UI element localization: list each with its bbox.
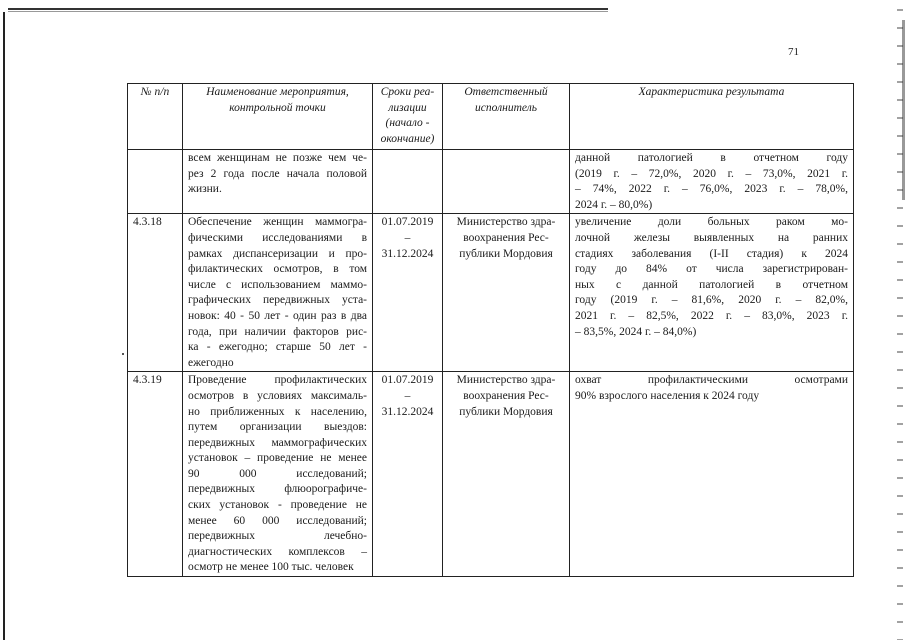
- header-line: (начало -: [385, 117, 430, 130]
- header-responsible: [443, 84, 570, 150]
- table-row: [128, 214, 854, 372]
- cell-line: Проведение профилактических: [188, 374, 367, 387]
- measure-name: [183, 214, 373, 372]
- table-header-row: [128, 84, 854, 150]
- cell-line: но приближенных к населению,: [188, 405, 367, 418]
- cell-line: рез 2 года после начала половой: [188, 167, 367, 180]
- header-line: Наименование мероприятия,: [206, 86, 349, 98]
- cell-line: 90 000 исследований;: [188, 467, 367, 480]
- cell-line: лочной железы выявленных на ранних: [575, 231, 848, 244]
- responsible-executor: [443, 214, 570, 372]
- measure-name: [183, 372, 373, 577]
- scan-dot: [122, 353, 124, 355]
- cell-line: 90% взрослого населения к 2024 году: [575, 389, 760, 402]
- cell-line: воохранения Рес-: [463, 389, 549, 402]
- cell-line: стадиях заболевания (I-II стадия) к 2024: [575, 247, 848, 260]
- cell-line: 2024 г. – 80,0%): [575, 198, 653, 211]
- cell-line: данной патологией в отчетном году: [575, 152, 848, 164]
- header-dates: [373, 84, 443, 150]
- implementation-dates: [373, 214, 443, 372]
- cell-line: воохранения Рес-: [463, 231, 549, 244]
- cell-line: Министерство здра-: [456, 374, 556, 387]
- result-description: [570, 214, 854, 372]
- measure-name: [183, 150, 373, 214]
- cell-line: передвижных лечебно-: [188, 530, 367, 543]
- cell-line: новок: 40 - 50 лет - один раз в два: [188, 309, 367, 322]
- top-rule-thin: [8, 11, 608, 12]
- cell-line: филактических осмотров, в том: [188, 263, 367, 276]
- header-measure-name: [183, 84, 373, 150]
- cell-line: году до 84% от числа зарегистрирован-: [575, 263, 848, 276]
- measures-table: [127, 83, 854, 577]
- header-line: лизации: [388, 101, 427, 114]
- cell-line: ских установок - проведение не: [188, 499, 367, 512]
- cell-line: осмотров в условиях максималь-: [188, 389, 367, 402]
- cell-line: 01.07.2019 –: [381, 374, 434, 402]
- row-number: 4.3.19: [128, 372, 183, 577]
- cell-line: Обеспечение женщин маммогра-: [188, 216, 367, 229]
- header-line: Сроки реа-: [380, 86, 435, 98]
- responsible-executor: [443, 150, 570, 214]
- cell-line: менее 60 000 исследований;: [188, 514, 367, 527]
- scan-left-edge: [3, 12, 5, 640]
- cell-line: 01.07.2019 –: [381, 216, 434, 244]
- cell-line: – 74%, 2022 г. – 76,0%, 2023 г. – 78,0%,: [575, 183, 848, 196]
- header-result: [570, 84, 854, 150]
- result-description: [570, 150, 854, 214]
- responsible-executor: [443, 372, 570, 577]
- cell-line: публики Мордовия: [459, 247, 553, 260]
- cell-line: путем организации выездов:: [188, 421, 367, 434]
- cell-line: Министерство здра-: [456, 216, 556, 229]
- cell-line: жизни.: [188, 183, 222, 196]
- cell-line: 2021 г. – 82,5%, 2022 г. – 83,0%, 2023 г.: [575, 309, 848, 322]
- cell-line: числе с использованием маммо-: [188, 278, 367, 291]
- cell-line: установок – проведение не менее: [188, 452, 367, 465]
- cell-line: графических передвижных уста-: [188, 294, 367, 307]
- cell-line: передвижных флюорографиче-: [188, 483, 367, 496]
- cell-line: 31.12.2024: [381, 247, 434, 260]
- cell-line: всем женщинам не позже чем че-: [188, 152, 367, 164]
- cell-line: передвижных маммографических: [188, 436, 367, 449]
- header-line: окончание): [380, 132, 435, 145]
- cell-line: публики Мордовия: [459, 405, 553, 418]
- cell-line: диагностических комплексов –: [188, 545, 367, 558]
- table-row: [128, 150, 854, 214]
- implementation-dates: [373, 372, 443, 577]
- result-description: [570, 372, 854, 577]
- header-line: № п/п: [140, 86, 170, 98]
- header-line: контрольной точки: [229, 101, 326, 114]
- cell-line: охват профилактическими осмотрами: [575, 374, 848, 387]
- cell-line: ежегодно: [188, 356, 234, 369]
- implementation-dates: [373, 150, 443, 214]
- header-number: [128, 84, 183, 150]
- cell-line: рамках диспансеризации и про-: [188, 247, 367, 260]
- cell-line: – 83,5%, 2024 г. – 84,0%): [575, 325, 697, 338]
- header-line: Характеристика результата: [638, 86, 785, 98]
- cell-line: фическими исследованиями в: [188, 231, 367, 244]
- cell-line: увеличение доли больных раком мо-: [575, 216, 848, 229]
- header-line: Ответственный: [464, 86, 548, 98]
- cell-line: ка - ежегодно; старше 50 лет -: [188, 341, 367, 354]
- cell-line: года, при наличии факторов рис-: [188, 325, 367, 338]
- cell-line: ных с данной патологией в отчетном: [575, 278, 848, 291]
- cell-line: осмотр не менее 100 тыс. человек: [188, 561, 354, 574]
- row-number: 4.3.18: [128, 214, 183, 372]
- cell-line: (2019 г. – 72,0%, 2020 г. – 73,0%, 2021 г.: [575, 167, 848, 180]
- top-rule: [8, 8, 608, 10]
- header-line: исполнитель: [475, 101, 537, 114]
- page-number: 71: [788, 46, 799, 58]
- cell-line: году (2019 г. – 81,6%, 2020 г. – 82,0%,: [575, 294, 848, 307]
- row-number: [128, 150, 183, 214]
- table-row: [128, 372, 854, 577]
- cell-line: 31.12.2024: [381, 405, 434, 418]
